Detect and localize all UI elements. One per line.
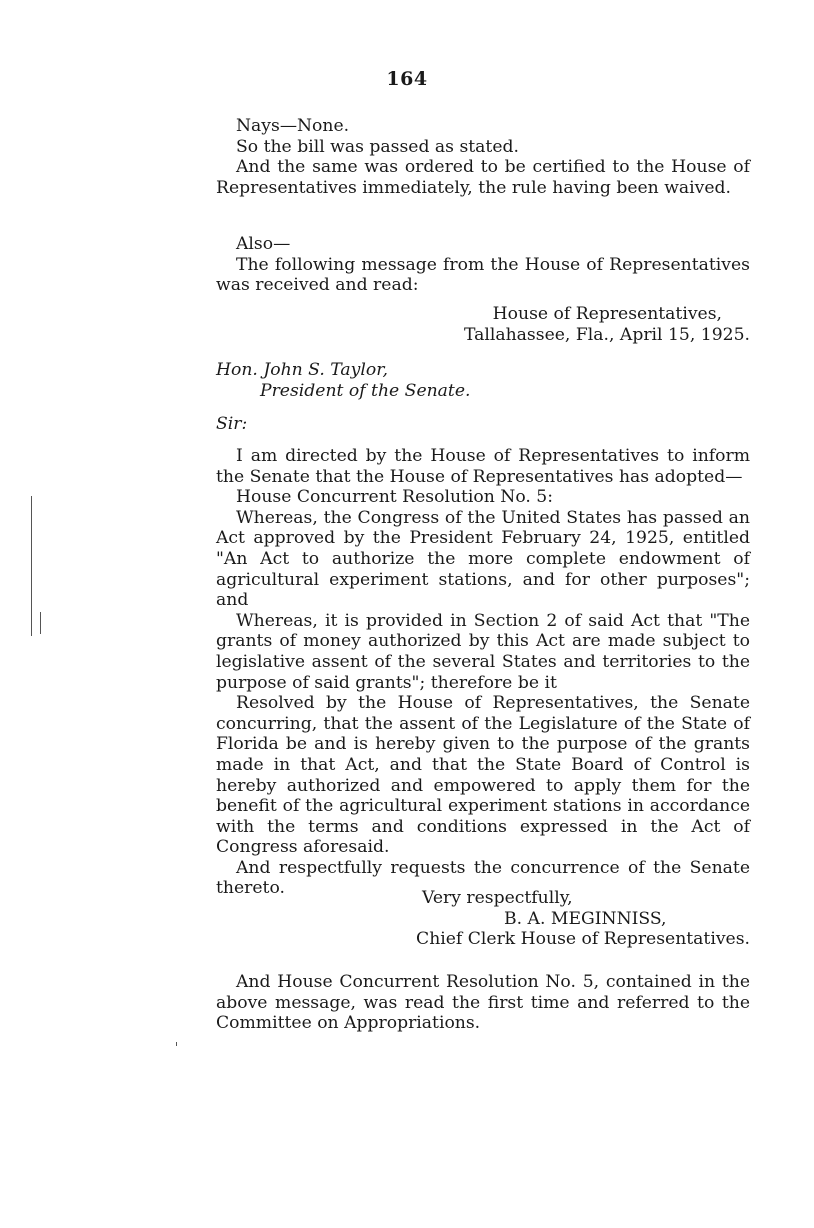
message-intro-paragraph: The following message from the House of Representatives was received and read: [216,254,750,296]
body-paragraph-whereas-1: Whereas, the Congress of the United States has passed an Act approved by the President February 24, 1925, entitled "An Act to authorize the more complete endowment of agricultural experiment stations, and for other purposes"; and [216,507,750,611]
body-paragraph-request: And respectfully requests the concurrence of the Senate thereto. [216,857,750,899]
salutation-block [216,414,750,435]
letterhead-line-1: House of Representatives, [492,304,722,324]
scan-artifact-mark [40,612,41,634]
letterhead [216,304,750,345]
salutation: Sir: [216,414,248,434]
passed-line: So the bill was passed as stated. [236,136,519,157]
opening-section [216,116,750,198]
resolution-title: House Concurrent Resolution No. 5: [236,487,554,508]
signer-name: B. A. MEGINNISS, [504,908,667,929]
final-paragraph: And House Concurrent Resolution No. 5, contained in the above message, was read the first time and referred to the Committee on Appropriations. [216,972,750,1034]
certified-paragraph: And the same was ordered to be certified to the House of Representatives immediately, the rule having been waived. [216,157,750,198]
letterhead-line-2: Tallahassee, Fla., April 15, 1925. [464,324,750,345]
message-intro-section [216,234,750,296]
addressee-name: Hon. John S. Taylor, [216,360,388,380]
closing-block [216,888,750,950]
nays-line: Nays—None. [236,116,350,136]
signer-title: Chief Clerk House of Representatives. [416,929,750,950]
complimentary-close: Very respectfully, [422,888,573,908]
scan-artifact-line [31,496,32,636]
addressee-title: President of the Senate. [260,380,471,401]
message-body [216,446,750,899]
addressee [216,360,750,401]
body-paragraph-1: I am directed by the House of Representatives to inform the Senate that the House of Representatives has adopted— [216,446,750,487]
scan-artifact-dot [176,1042,177,1046]
body-paragraph-whereas-2: Whereas, it is provided in Section 2 of said Act that "The grants of money authorized by this Act are made subject to legislative assent of the several States and territories to the purpose of said grants"; therefore be it [216,610,750,693]
page-number: 164 [386,68,428,90]
also-line: Also— [236,234,291,254]
final-section [216,972,750,1034]
body-paragraph-resolved: Resolved by the House of Representatives, the Senate concurring, that the assent of the Legislature of the State of Florida be and is hereby given to the purpose of the grants made in that Act, and that the State Board of Control is hereby authorized and empowered to apply them for the benefit of the agricultural experiment stations in accordance with the terms and conditions expressed in the Act of Congress aforesaid. [216,693,750,858]
